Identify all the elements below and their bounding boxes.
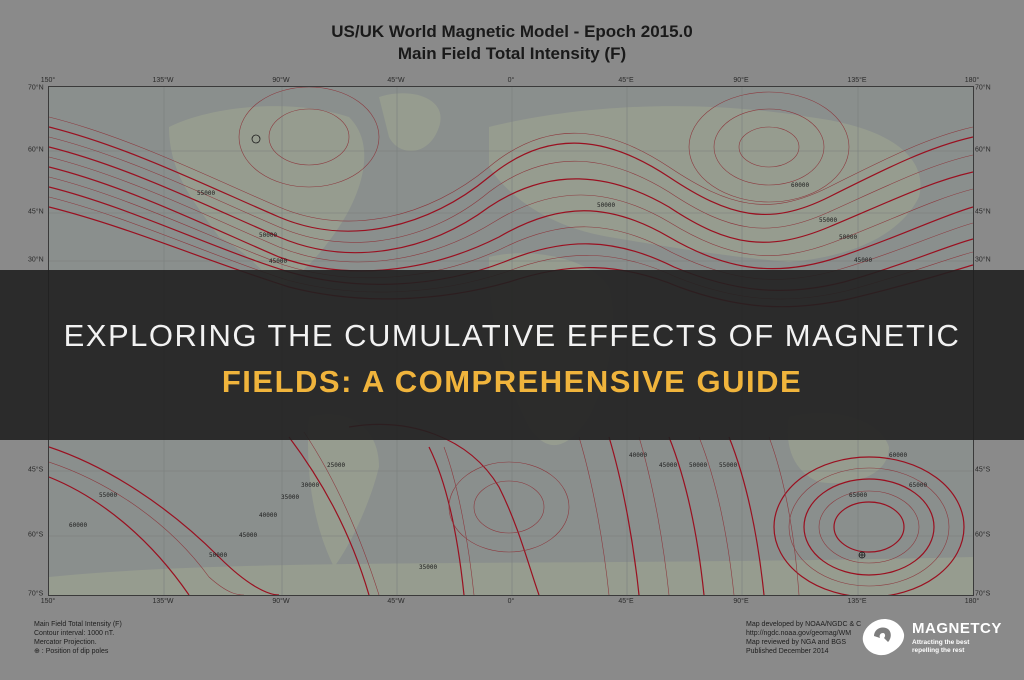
legend-line: ⊕ : Position of dip poles [34,648,109,655]
lat-label: 60°N [28,146,44,154]
antarctica-shape [49,557,973,595]
lon-label: 45°E [618,77,634,84]
lon-label: 90°W [272,598,290,605]
lat-label: 45°S [28,466,44,474]
contour-label: 35000 [419,564,438,571]
contour-label: 45000 [854,257,873,264]
contour-label: 30000 [301,482,320,489]
contour-label: 50000 [689,462,708,469]
contour-label: 35000 [281,494,300,501]
contour-label: 65000 [849,492,868,499]
lon-label: 0° [507,598,515,605]
legend-line: Mercator Projection. [34,639,97,646]
brand-logo[interactable] [858,614,1008,662]
map-credits [746,620,861,656]
lat-label: 30°N [975,256,991,264]
legend-line: Contour interval: 1000 nT. [34,630,115,637]
lat-label: 70°S [28,590,44,598]
logo-tagline [912,639,969,655]
lat-label: 45°N [975,208,991,216]
contour-label: 55000 [99,492,118,499]
lon-label: 0° [507,77,515,84]
logo-name: MAGNETCY [912,620,1002,637]
credit-line: Published December 2014 [746,648,829,655]
lon-label: 180° [964,598,980,605]
contour-label: 60000 [791,182,810,189]
map-legend [34,620,122,656]
contour-label: 50000 [259,232,278,239]
headline-band [0,270,1024,440]
contour-label: 55000 [197,190,216,197]
lat-label: 45°N [28,208,44,216]
credit-line: Map reviewed by NGA and BGS [746,639,846,646]
lon-label: 135°E [847,77,867,84]
logo-tagline-1: Attracting the best [912,639,970,646]
credit-line: Map developed by NOAA/NGDC & C [746,621,862,628]
map-title: US/UK World Magnetic Model - Epoch 2015.0 [331,22,693,41]
lat-label: 45°S [975,466,991,474]
map-subtitle: Main Field Total Intensity (F) [397,44,627,63]
contour-label: 50000 [839,234,858,241]
lon-label: 135°W [152,77,174,84]
lon-label: 150° [40,77,56,84]
lon-label: 90°E [733,598,749,605]
contour-label: 55000 [819,217,838,224]
lat-label: 60°N [975,146,991,154]
lat-label: 70°N [28,84,44,92]
headline-line2: FIELDS: A COMPREHENSIVE GUIDE [221,364,803,399]
magnet-logo-icon [858,614,908,662]
contour-label: 65000 [909,482,928,489]
lon-label: 150° [40,598,56,605]
lat-label: 70°N [975,84,991,92]
contour-label: 45000 [239,532,258,539]
lat-label: 60°S [975,531,991,539]
contour-label: 45000 [659,462,678,469]
lon-label: 90°E [733,77,749,84]
contour-label: 60000 [889,452,908,459]
contour-label: 60000 [69,522,88,529]
contour-label: 40000 [259,512,278,519]
credit-line: http://ngdc.noaa.gov/geomag/WM [746,630,852,637]
lon-label: 45°W [387,598,405,605]
lon-label: 45°W [387,77,405,84]
legend-line: Main Field Total Intensity (F) [34,621,122,628]
contour-label: 45000 [269,258,288,265]
lon-label: 90°W [272,77,290,84]
greenland-shape [379,93,441,151]
lon-label: 135°W [152,598,174,605]
contour-label: 25000 [327,462,346,469]
contour-label: 40000 [629,452,648,459]
lat-label: 30°N [28,256,44,264]
lon-label: 180° [964,77,980,84]
lat-label: 60°S [28,531,44,539]
headline-line1: EXPLORING THE CUMULATIVE EFFECTS OF MAGNETIC [63,318,961,353]
lat-label: 70°S [975,590,991,598]
logo-tagline-2: repelling the rest [912,647,965,654]
lon-label: 135°E [847,598,867,605]
lon-label: 45°E [618,598,634,605]
contour-label: 50000 [597,202,616,209]
contour-label: 50000 [209,552,228,559]
contour-label: 55000 [719,462,738,469]
